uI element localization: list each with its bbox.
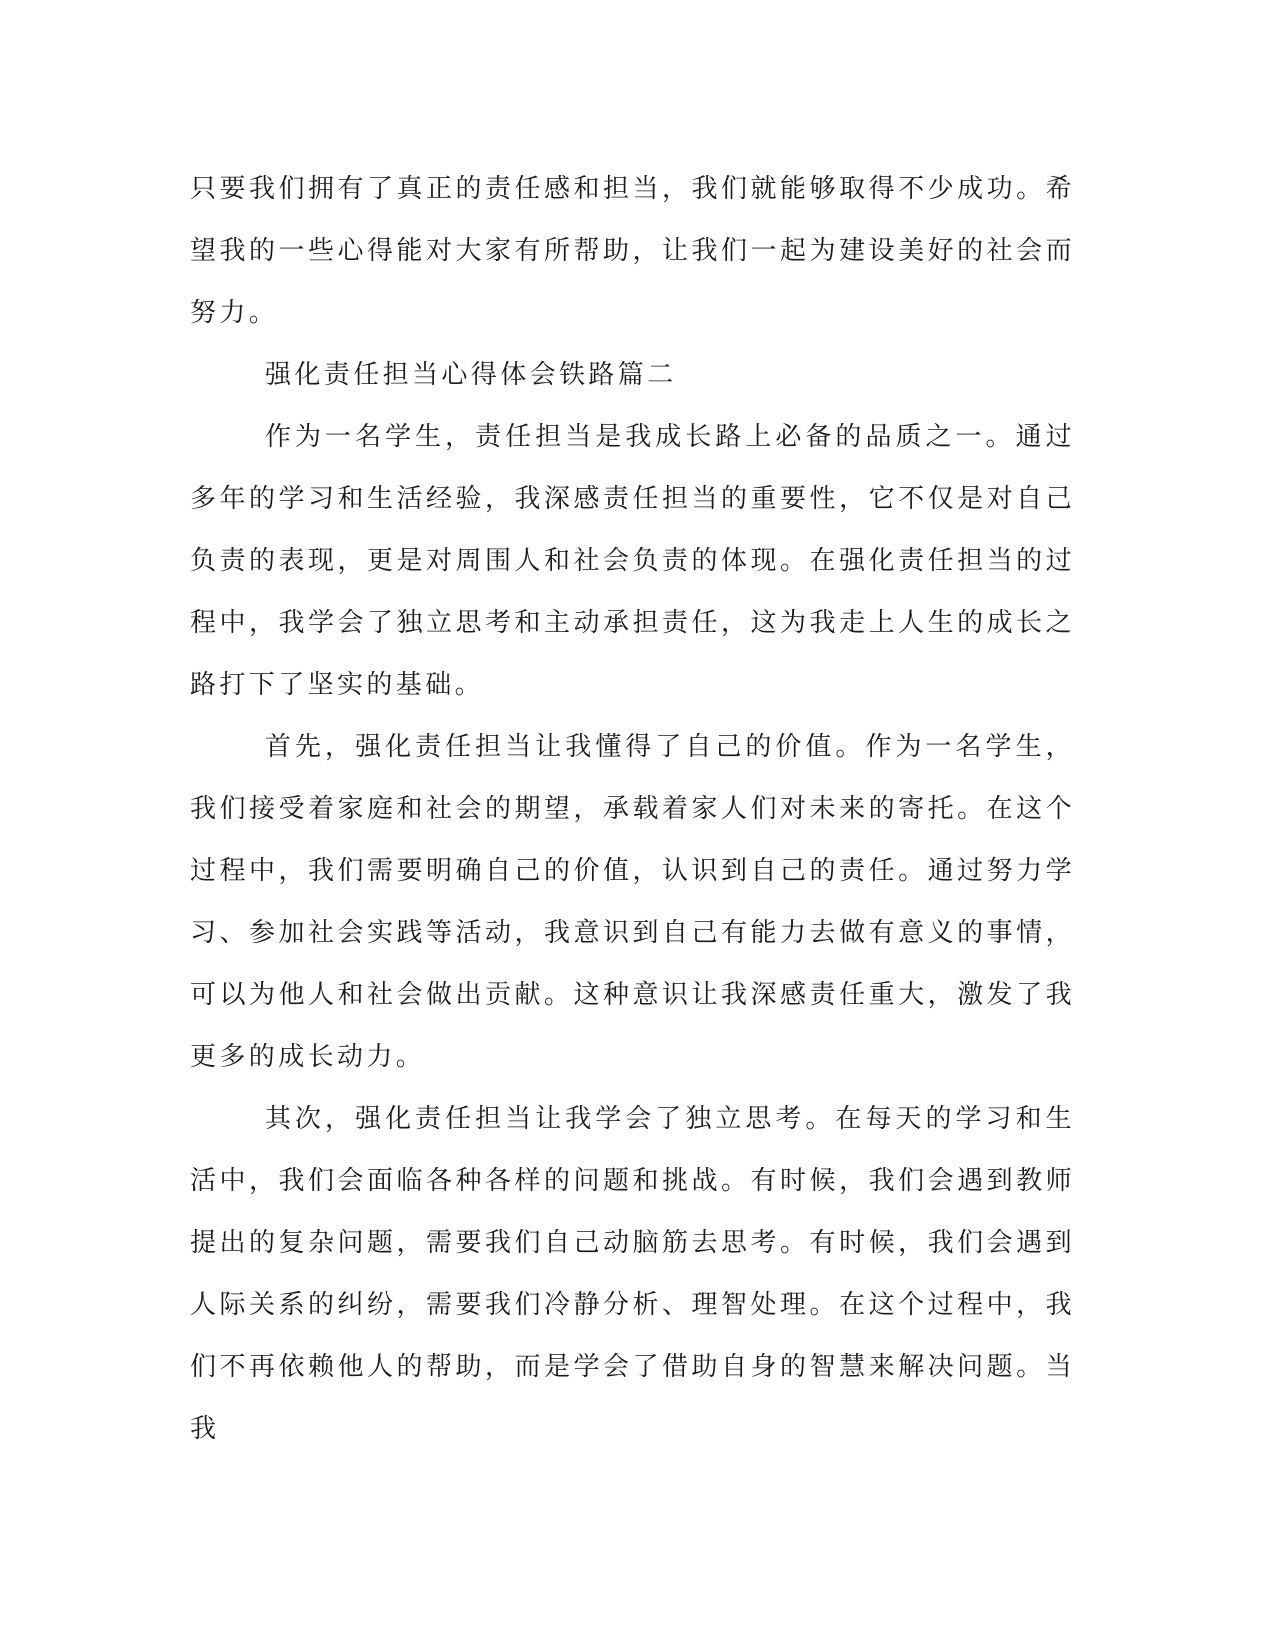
paragraph-second-point: 其次，强化责任担当让我学会了独立思考。在每天的学习和生活中，我们会面临各种各样的问题和挑战。有时候，我们会遇到教师提出的复杂问题，需要我们自己动脑筋去思考。有时候，我们会遇到人际关系的纠纷，需要我们冷静分析、理智处理。在这个过程中，我们不再依赖他人的帮助，而是学会了借助自身的智慧来解决问题。当我	[190, 1104, 1075, 1444]
paragraph-first-point: 首先，强化责任担当让我懂得了自己的价值。作为一名学生，我们接受着家庭和社会的期望，承载着家人们对未来的寄托。在这个过程中，我们需要明确自己的价值，认识到自己的责任。通过努力学习、参加社会实践等活动，我意识到自己有能力去做有意义的事情，可以为他人和社会做出贡献。这种意识让我深感责任重大，激发了我更多的成长动力。	[190, 732, 1075, 1072]
document-body	[190, 158, 1075, 1460]
paragraph-continued: 只要我们拥有了真正的责任感和担当，我们就能够取得不少成功。希望我的一些心得能对大家有所帮助，让我们一起为建设美好的社会而努力。	[190, 174, 1075, 328]
paragraph-intro: 作为一名学生，责任担当是我成长路上必备的品质之一。通过多年的学习和生活经验，我深感责任担当的重要性，它不仅是对自己负责的表现，更是对周围人和社会负责的体现。在强化责任担当的过程中，我学会了独立思考和主动承担责任，这为我走上人生的成长之路打下了坚实的基础。	[190, 422, 1075, 700]
section-heading: 强化责任担当心得体会铁路篇二	[265, 360, 677, 390]
